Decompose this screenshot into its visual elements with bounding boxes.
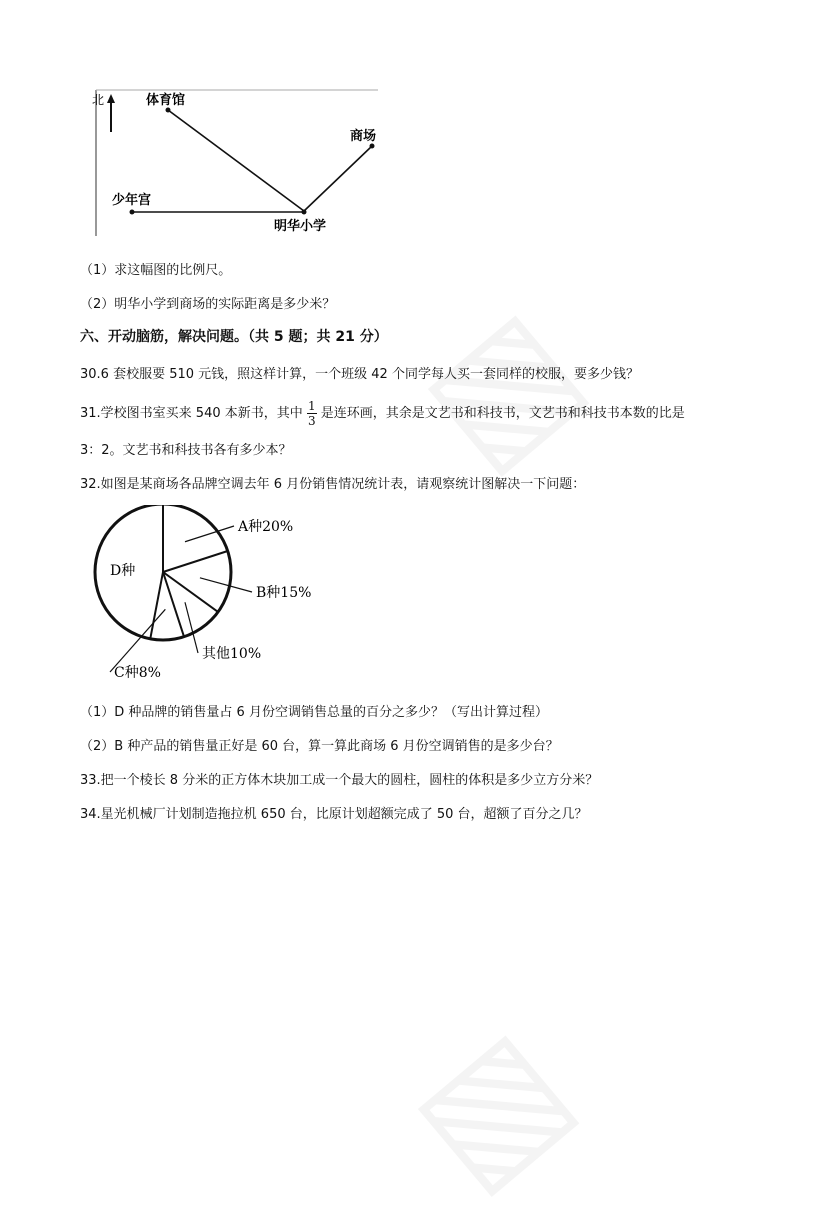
q34-text: 34.星光机械厂计划制造拖拉机 650 台，比原计划超额完成了 50 台，超额了百分之几？ [80, 807, 588, 822]
pie-leader-2 [200, 578, 252, 592]
point-school [302, 210, 307, 215]
section6-title-suffix: 分） [354, 329, 388, 345]
route-school-mall [304, 146, 372, 211]
location-map [90, 86, 390, 238]
sales-pie-chart [80, 505, 340, 685]
q31-part2: 是连环画，其余是文艺书和科技书，文艺书和科技书本数的比是 [320, 405, 685, 421]
pie-slice-boundary-3 [163, 572, 218, 612]
point-gym [166, 108, 171, 113]
point-youth-palace [130, 210, 135, 215]
pie-leader-3 [185, 602, 198, 653]
q31-line1 [80, 400, 685, 427]
section6-title-mid: 题；共 [283, 329, 336, 345]
section6-heading [80, 328, 388, 346]
q29-sub1: （1）求这幅图的比例尺。 [80, 263, 232, 278]
q31-part1: 31.学校图书室买来 540 本新书，其中 [80, 405, 303, 421]
pie-leader-1 [185, 526, 234, 542]
pie-label-5: D种 [110, 563, 136, 579]
q32-sub2: （2）B 种产品的销售量正好是 60 台，算一算此商场 6 月份空调销售的是多少台？ [80, 739, 559, 754]
q32-text: 32.如图是某商场各品牌空调去年 6 月份销售情况统计表，请观察统计图解决一下问题： [80, 477, 586, 492]
q31-fraction [307, 400, 317, 427]
point-mall [370, 144, 375, 149]
pie-slice-boundary-5 [150, 572, 163, 639]
pie-slice-boundary-2 [163, 551, 228, 572]
map-label-gym: 体育馆 [146, 93, 186, 108]
map-label-mall: 商场 [350, 129, 377, 144]
pie-slice-boundary-4 [163, 572, 184, 637]
section6-title-prefix: 六、开动脑筋，解决问题。（共 [80, 329, 274, 345]
route-gym-school [168, 110, 304, 211]
watermark-decoration [391, 275, 611, 499]
q32-sub1: （1）D 种品牌的销售量占 6 月份空调销售总量的百分之多少？（写出计算过程） [80, 705, 548, 720]
pie-label-2: B种15% [256, 585, 312, 601]
section6-score: 21 [335, 329, 355, 345]
section6-count: 5 [273, 329, 284, 345]
q29-sub2: （2）明华小学到商场的实际距离是多少米？ [80, 297, 336, 312]
north-arrow-head-icon [107, 94, 115, 103]
watermark-decoration-2 [381, 995, 601, 1219]
map-label-youth-palace: 少年宫 [112, 193, 152, 208]
map-label-north: 北 [92, 93, 105, 107]
pie-label-1: A种20% [238, 519, 294, 535]
pie-label-3: 其他10% [202, 646, 262, 662]
q31-frac-num: 1 [307, 399, 316, 413]
q33-text: 33.把一个棱长 8 分米的正方体木块加工成一个最大的圆柱，圆柱的体积是多少立方分米？ [80, 773, 599, 788]
pie-label-4: C种8% [114, 665, 161, 681]
q30-text: 30.6 套校服要 510 元钱，照这样计算，一个班级 42 个同学每人买一套同样的校服，要多少钱？ [80, 367, 639, 382]
q31-line2: 3：2。文艺书和科技书各有多少本？ [80, 443, 292, 458]
q31-frac-den: 3 [307, 414, 316, 428]
map-label-school: 明华小学 [274, 219, 327, 234]
